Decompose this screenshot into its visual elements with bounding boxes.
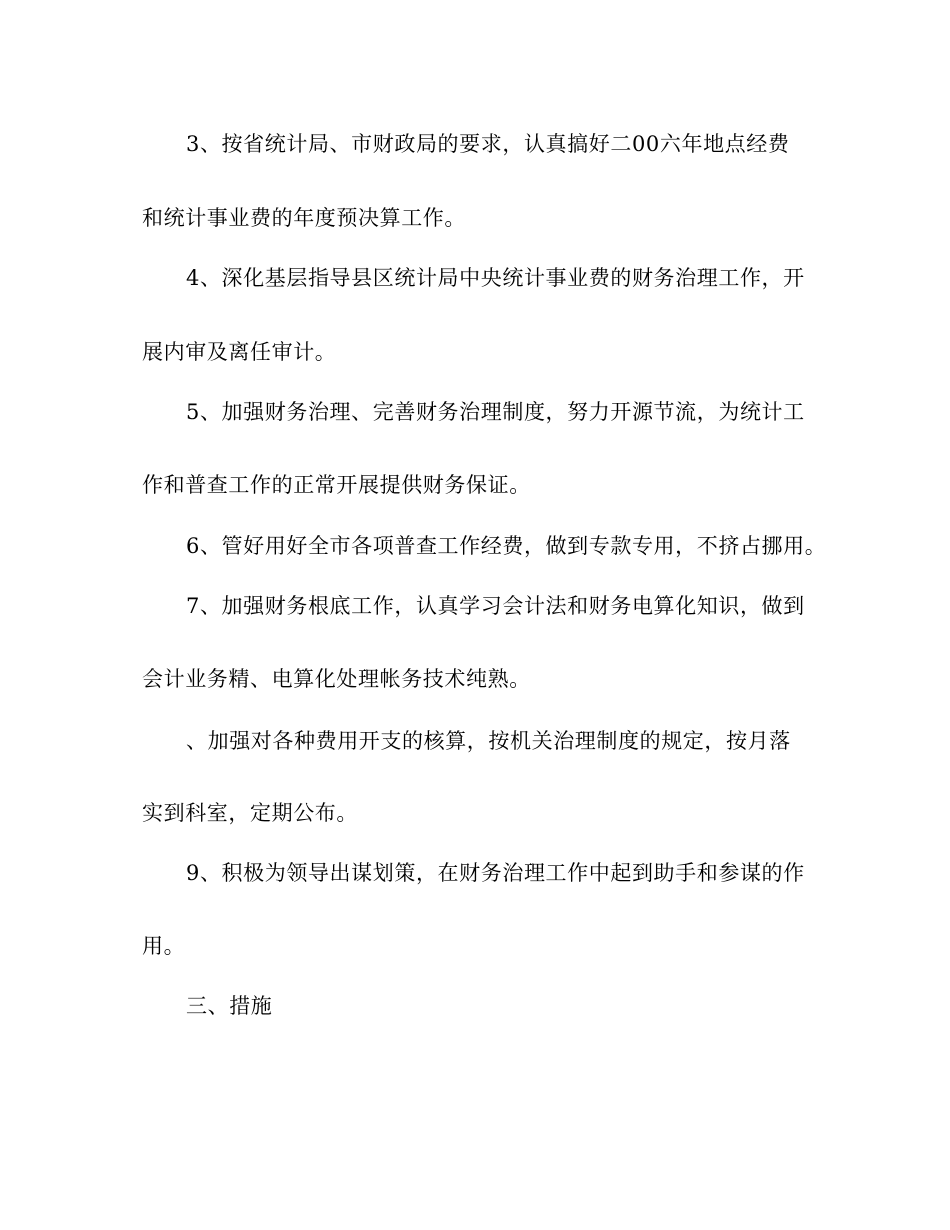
paragraph-5-line-2: 作和普查工作的正常开展提供财务保证。 [142, 473, 531, 497]
paragraph-4-line-2: 展内审及离任审计。 [142, 340, 337, 364]
paragraph-9-line-2: 用。 [142, 934, 186, 958]
paragraph-5-line-1: 5、加强财务治理、完善财务治理制度，努力开源节流，为统计工 [186, 400, 805, 424]
paragraph-7-line-1: 7、加强财务根底工作，认真学习会计法和财务电算化知识，做到 [186, 594, 805, 618]
paragraph-8-line-2: 实到科室，定期公布。 [142, 801, 358, 825]
paragraph-3-line-2: 和统计事业费的年度预决算工作。 [142, 206, 466, 230]
paragraph-6-line-1: 6、管好用好全市各项普查工作经费，做到专款专用，不挤占挪用。 [186, 534, 827, 558]
section-heading-measures: 三、措施 [186, 994, 273, 1018]
paragraph-4-line-1: 4、深化基层指导县区统计局中央统计事业费的财务治理工作，开 [186, 266, 805, 290]
paragraph-9-line-1: 9、积极为领导出谋划策，在财务治理工作中起到助手和参谋的作 [186, 861, 805, 885]
paragraph-7-line-2: 会计业务精、电算化处理帐务技术纯熟。 [142, 667, 531, 691]
paragraph-3-line-1: 3、按省统计局、市财政局的要求，认真搞好二00六年地点经费 [186, 132, 790, 156]
paragraph-8-line-1: 、加强对各种费用开支的核算，按机关治理制度的规定，按月落 [186, 729, 791, 753]
